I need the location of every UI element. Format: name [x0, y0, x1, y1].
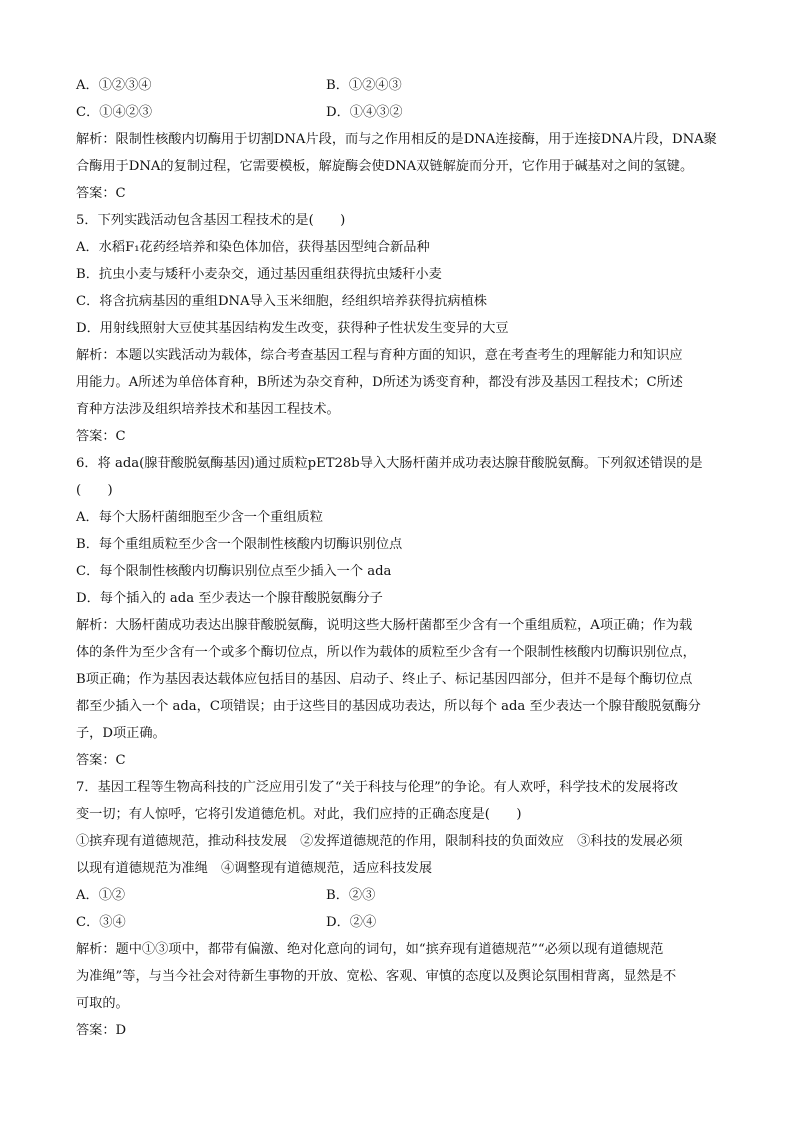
q7-options-row1	[76, 882, 728, 909]
q5-option-c: C．将含抗病基因的重组DNA导入玉米细胞，经组织培养获得抗病植株	[76, 294, 487, 309]
document-page	[76, 72, 728, 1044]
q4-options-row2	[76, 99, 728, 126]
q6-option-a: A．每个大肠杆菌细胞至少含一个重组质粒	[76, 510, 323, 525]
q5-option-b: B．抗虫小麦与矮秆小麦杂交，通过基因重组获得抗虫矮秆小麦	[76, 267, 442, 282]
q6-stem-line: 6．将 ada(腺苷酸脱氨酶基因)通过质粒pET28b导入大肠杆菌并成功表达腺苷酸脱氨酶。下列叙述错误的是	[76, 456, 703, 471]
q6-option-b: B．每个重组质粒至少含一个限制性核酸内切酶识别位点	[76, 537, 403, 552]
q4-option-b: B．①②④③	[326, 78, 402, 93]
q7-stem-line: 以现有道德规范为准绳 ④调整现有道德规范，适应科技发展	[76, 861, 433, 876]
q6-option-c: C．每个限制性核酸内切酶识别位点至少插入一个 ada	[76, 564, 392, 579]
q6-stem-line: ( )	[76, 483, 113, 498]
q5-analysis-line: 用能力。A所述为单倍体育种，B所述为杂交育种，D所述为诱变育种，都没有涉及基因工程技术；C所述	[76, 375, 683, 390]
q6-analysis-line: 都至少插入一个 ada，C项错误；由于这些目的基因成功表达，所以每个 ada 至少表达一个腺苷酸脱氨酶分	[76, 699, 701, 714]
q5-answer: 答案：C	[76, 429, 126, 444]
q7-option-d: D．②④	[326, 915, 377, 930]
q4-analysis-line: 解析：限制性核酸内切酶用于切割DNA片段，而与之作用相反的是DNA连接酶，用于连接DNA片段，DNA聚	[76, 132, 717, 147]
q6-option-d: D．每个插入的 ada 至少表达一个腺苷酸脱氨酶分子	[76, 591, 383, 606]
q7-option-c: C．③④	[76, 915, 126, 930]
q4-option-a: A．①②③④	[76, 78, 152, 93]
q4-analysis-line: 合酶用于DNA的复制过程，它需要模板，解旋酶会使DNA双链解旋而分开，它作用于碱基对之间的氢键。	[76, 159, 694, 174]
q4-answer: 答案：C	[76, 186, 126, 201]
q6-analysis-line: 体的条件为至少含有一个或多个酶切位点，所以作为载体的质粒至少含有一个限制性核酸内切酶识别位点，	[76, 645, 696, 660]
q7-stem-line: ①摈弃现有道德规范，推动科技发展 ②发挥道德规范的作用，限制科技的负面效应 ③科技的发展必须	[76, 834, 683, 849]
q7-answer: 答案：D	[76, 1023, 127, 1038]
q6-answer: 答案：C	[76, 753, 126, 768]
q7-options-row2	[76, 909, 728, 936]
q5-option-a: A．水稻F₁花药经培养和染色体加倍，获得基因型纯合新品种	[76, 240, 430, 255]
q6-analysis-line: B项正确；作为基因表达载体应包括目的基因、启动子、终止子、标记基因四部分，但并不是每个酶切位点	[76, 672, 693, 687]
q5-analysis-line: 解析：本题以实践活动为载体，综合考查基因工程与育种方面的知识，意在考查考生的理解能力和知识应	[76, 348, 683, 363]
q7-option-a: A．①②	[76, 888, 126, 903]
q4-option-c: C．①④②③	[76, 105, 153, 120]
q6-analysis-line: 子，D项正确。	[76, 726, 166, 741]
q4-option-d: D．①④③②	[326, 105, 403, 120]
q7-option-b: B．②③	[326, 888, 376, 903]
q4-options-row1	[76, 72, 728, 99]
q7-analysis-line: 解析：题中①③项中，都带有偏激、绝对化意向的词句，如“摈弃现有道德规范”“必须以现有道德规范	[76, 942, 664, 957]
q7-analysis-line: 可取的。	[76, 996, 129, 1011]
q5-option-d: D．用射线照射大豆使其基因结构发生改变，获得种子性状发生变异的大豆	[76, 321, 509, 336]
q6-analysis-line: 解析：大肠杆菌成功表达出腺苷酸脱氨酶，说明这些大肠杆菌都至少含有一个重组质粒，A项正确；作为载	[76, 618, 693, 633]
q5-stem: 5．下列实践活动包含基因工程技术的是( )	[76, 213, 346, 228]
q5-analysis-line: 育种方法涉及组织培养技术和基因工程技术。	[76, 402, 340, 417]
q7-analysis-line: 为准绳”等，与当今社会对待新生事物的开放、宽松、客观、审慎的态度以及舆论氛围相背离，显然是不	[76, 969, 677, 984]
q7-stem-line: 变一切；有人惊呼，它将引发道德危机。对此，我们应持的正确态度是( )	[76, 807, 522, 822]
q7-stem-line: 7．基因工程等生物高科技的广泛应用引发了“关于科技与伦理”的争论。有人欢呼，科学技术的发展将改	[76, 780, 679, 795]
